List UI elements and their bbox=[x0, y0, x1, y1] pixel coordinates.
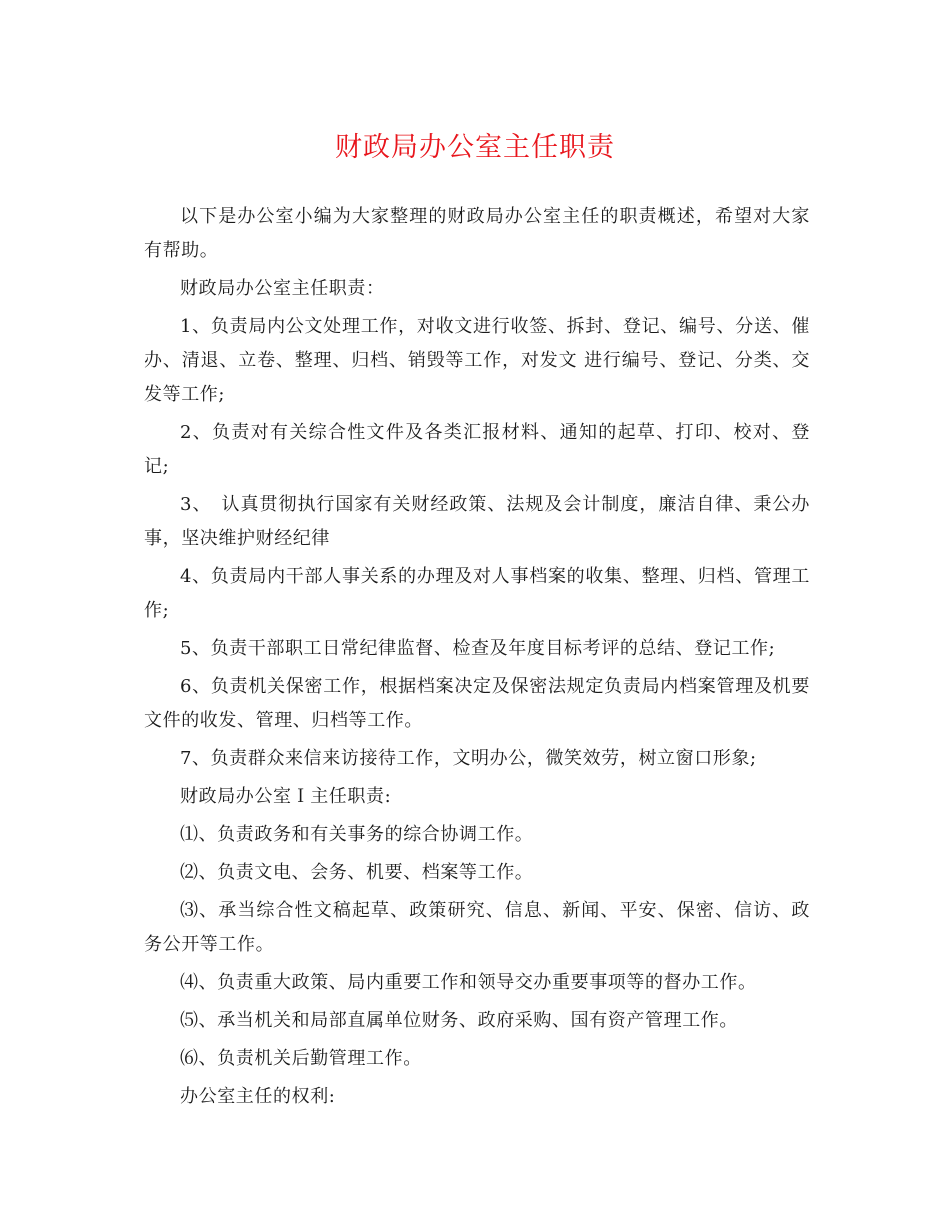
paragraph: 3、 认真贯彻执行国家有关财经政策、法规及会计制度，廉洁自律、秉公办事，坚决维护财经纪律 bbox=[144, 494, 810, 549]
paragraph: 以下是办公室小编为大家整理的财政局办公室主任的职责概述，希望对大家有帮助。 bbox=[144, 206, 810, 261]
paragraph: ⑴、负责政务和有关事务的综合协调工作。 bbox=[180, 824, 534, 845]
paragraph: 6、负责机关保密工作，根据档案决定及保密法规定负责局内档案管理及机要文件的收发、管理、归档等工作。 bbox=[144, 676, 810, 731]
paragraph: 办公室主任的权利: bbox=[180, 1086, 336, 1107]
paragraph: ⑵、负责文电、会务、机要、档案等工作。 bbox=[180, 862, 534, 883]
paragraph: 2、负责对有关综合性文件及各类汇报材料、通知的起草、打印、校对、登记; bbox=[144, 422, 810, 477]
paragraph: 财政局办公室Ｉ主任职责: bbox=[180, 786, 392, 807]
paragraph: 5、负责干部职工日常纪律监督、检查及年度目标考评的总结、登记工作; bbox=[180, 638, 776, 659]
paragraph: ⑶、承当综合性文稿起草、政策研究、信息、新闻、平安、保密、信访、政务公开等工作。 bbox=[144, 900, 810, 955]
paragraph: ⑸、承当机关和局部直属单位财务、政府采购、国有资产管理工作。 bbox=[180, 1010, 738, 1031]
paragraph: 财政局办公室主任职责： bbox=[180, 278, 385, 299]
paragraph: 1、负责局内公文处理工作，对收文进行收签、拆封、登记、编号、分送、催办、清退、立卷、整理、归档、销毁等工作，对发文 进行编号、登记、分类、交发等工作; bbox=[144, 316, 810, 405]
paragraph: 4、负责局内干部人事关系的办理及对人事档案的收集、整理、归档、管理工作; bbox=[144, 566, 810, 621]
paragraph: ⑷、负责重大政策、局内重要工作和领导交办重要事项等的督办工作。 bbox=[180, 972, 757, 993]
paragraph: 7、负责群众来信来访接待工作，文明办公，微笑效劳，树立窗口形象; bbox=[180, 748, 757, 769]
paragraph: ⑹、负责机关后勤管理工作。 bbox=[180, 1048, 422, 1069]
document-title: 财政局办公室主任职责 bbox=[335, 132, 615, 163]
document-body bbox=[144, 200, 810, 1118]
